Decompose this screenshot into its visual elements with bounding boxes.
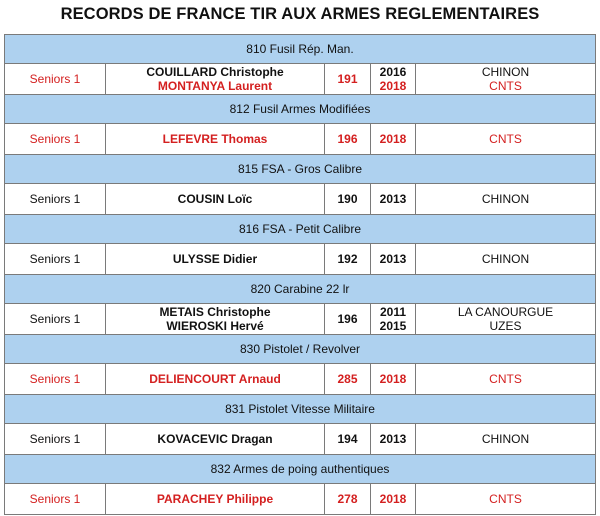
- shooter-name: COUILLARD Christophe: [146, 65, 284, 79]
- record-row: [5, 184, 595, 215]
- place-cell: [416, 424, 595, 454]
- discipline-section: [5, 35, 595, 95]
- discipline-section: [5, 215, 595, 275]
- year-cell: [371, 484, 416, 514]
- discipline-header: 816 FSA - Petit Calibre: [5, 215, 595, 244]
- shooter-name: WIEROSKI Hervé: [166, 319, 264, 333]
- year-cell: [371, 424, 416, 454]
- record-year: 2013: [379, 432, 407, 446]
- year-cell: [371, 364, 416, 394]
- record-row: [5, 64, 595, 95]
- record-place: LA CANOURGUE: [457, 305, 554, 319]
- place-cell: [416, 484, 595, 514]
- shooter-cell: [106, 424, 325, 454]
- record-row: [5, 424, 595, 455]
- shooter-cell: [106, 364, 325, 394]
- discipline-header: 812 Fusil Armes Modifiées: [5, 95, 595, 124]
- category-cell: Seniors 1: [5, 484, 106, 514]
- score-cell: 278: [325, 484, 371, 514]
- shooter-cell: [106, 484, 325, 514]
- year-cell: [371, 184, 416, 214]
- score-cell: 196: [325, 124, 371, 154]
- discipline-header: 831 Pistolet Vitesse Militaire: [5, 395, 595, 424]
- record-year: 2016: [379, 65, 407, 79]
- category-cell: Seniors 1: [5, 304, 106, 334]
- discipline-header: 830 Pistolet / Revolver: [5, 335, 595, 364]
- shooter-cell: [106, 64, 325, 94]
- shooter-cell: [106, 304, 325, 334]
- discipline-section: [5, 395, 595, 455]
- score-cell: 194: [325, 424, 371, 454]
- place-cell: [416, 184, 595, 214]
- page-title: RECORDS DE FRANCE TIR AUX ARMES REGLEMENTAIRES: [60, 5, 540, 23]
- discipline-header: 832 Armes de poing authentiques: [5, 455, 595, 484]
- record-year: 2018: [379, 79, 407, 93]
- shooter-name: MONTANYA Laurent: [157, 79, 273, 93]
- year-cell: [371, 244, 416, 274]
- shooter-name: METAIS Christophe: [159, 305, 271, 319]
- record-place: CHINON: [481, 65, 530, 79]
- discipline-section: [5, 335, 595, 395]
- score-cell: 285: [325, 364, 371, 394]
- shooter-name: COUSIN Loïc: [177, 192, 253, 206]
- score-cell: 196: [325, 304, 371, 334]
- record-year: 2011: [379, 305, 407, 319]
- record-row: [5, 304, 595, 335]
- category-cell: Seniors 1: [5, 184, 106, 214]
- category-cell: Seniors 1: [5, 364, 106, 394]
- record-place: CNTS: [489, 492, 522, 506]
- place-cell: [416, 364, 595, 394]
- shooter-name: DELIENCOURT Arnaud: [149, 372, 281, 386]
- record-place: CHINON: [481, 192, 530, 206]
- year-cell: [371, 64, 416, 94]
- record-row: [5, 364, 595, 395]
- score-cell: 192: [325, 244, 371, 274]
- score-cell: 191: [325, 64, 371, 94]
- record-row: [5, 124, 595, 155]
- category-cell: Seniors 1: [5, 64, 106, 94]
- score-cell: 190: [325, 184, 371, 214]
- place-cell: [416, 244, 595, 274]
- record-year: 2018: [379, 132, 407, 146]
- shooter-cell: [106, 244, 325, 274]
- record-place: CNTS: [489, 79, 522, 93]
- category-cell: Seniors 1: [5, 244, 106, 274]
- record-year: 2015: [379, 319, 407, 333]
- record-place: CHINON: [481, 432, 530, 446]
- record-place: CHINON: [481, 252, 530, 266]
- record-year: 2013: [379, 192, 407, 206]
- category-cell: Seniors 1: [5, 424, 106, 454]
- place-cell: [416, 124, 595, 154]
- category-cell: Seniors 1: [5, 124, 106, 154]
- discipline-header: 820 Carabine 22 lr: [5, 275, 595, 304]
- discipline-header: 810 Fusil Rép. Man.: [5, 35, 595, 64]
- record-year: 2018: [379, 492, 407, 506]
- discipline-header: 815 FSA - Gros Calibre: [5, 155, 595, 184]
- discipline-section: [5, 95, 595, 155]
- place-cell: [416, 64, 595, 94]
- year-cell: [371, 304, 416, 334]
- discipline-section: [5, 455, 595, 514]
- place-cell: [416, 304, 595, 334]
- year-cell: [371, 124, 416, 154]
- record-row: [5, 244, 595, 275]
- record-year: 2013: [379, 252, 407, 266]
- record-year: 2018: [379, 372, 407, 386]
- shooter-name: PARACHEY Philippe: [156, 492, 274, 506]
- shooter-name: LEFEVRE Thomas: [162, 132, 268, 146]
- record-place: CNTS: [489, 132, 522, 146]
- shooter-name: KOVACEVIC Dragan: [157, 432, 273, 446]
- record-row: [5, 484, 595, 514]
- record-place: UZES: [489, 319, 522, 333]
- discipline-section: [5, 155, 595, 215]
- shooter-cell: [106, 124, 325, 154]
- shooter-name: ULYSSE Didier: [172, 252, 258, 266]
- records-table: [4, 34, 596, 515]
- discipline-section: [5, 275, 595, 335]
- shooter-cell: [106, 184, 325, 214]
- record-place: CNTS: [489, 372, 522, 386]
